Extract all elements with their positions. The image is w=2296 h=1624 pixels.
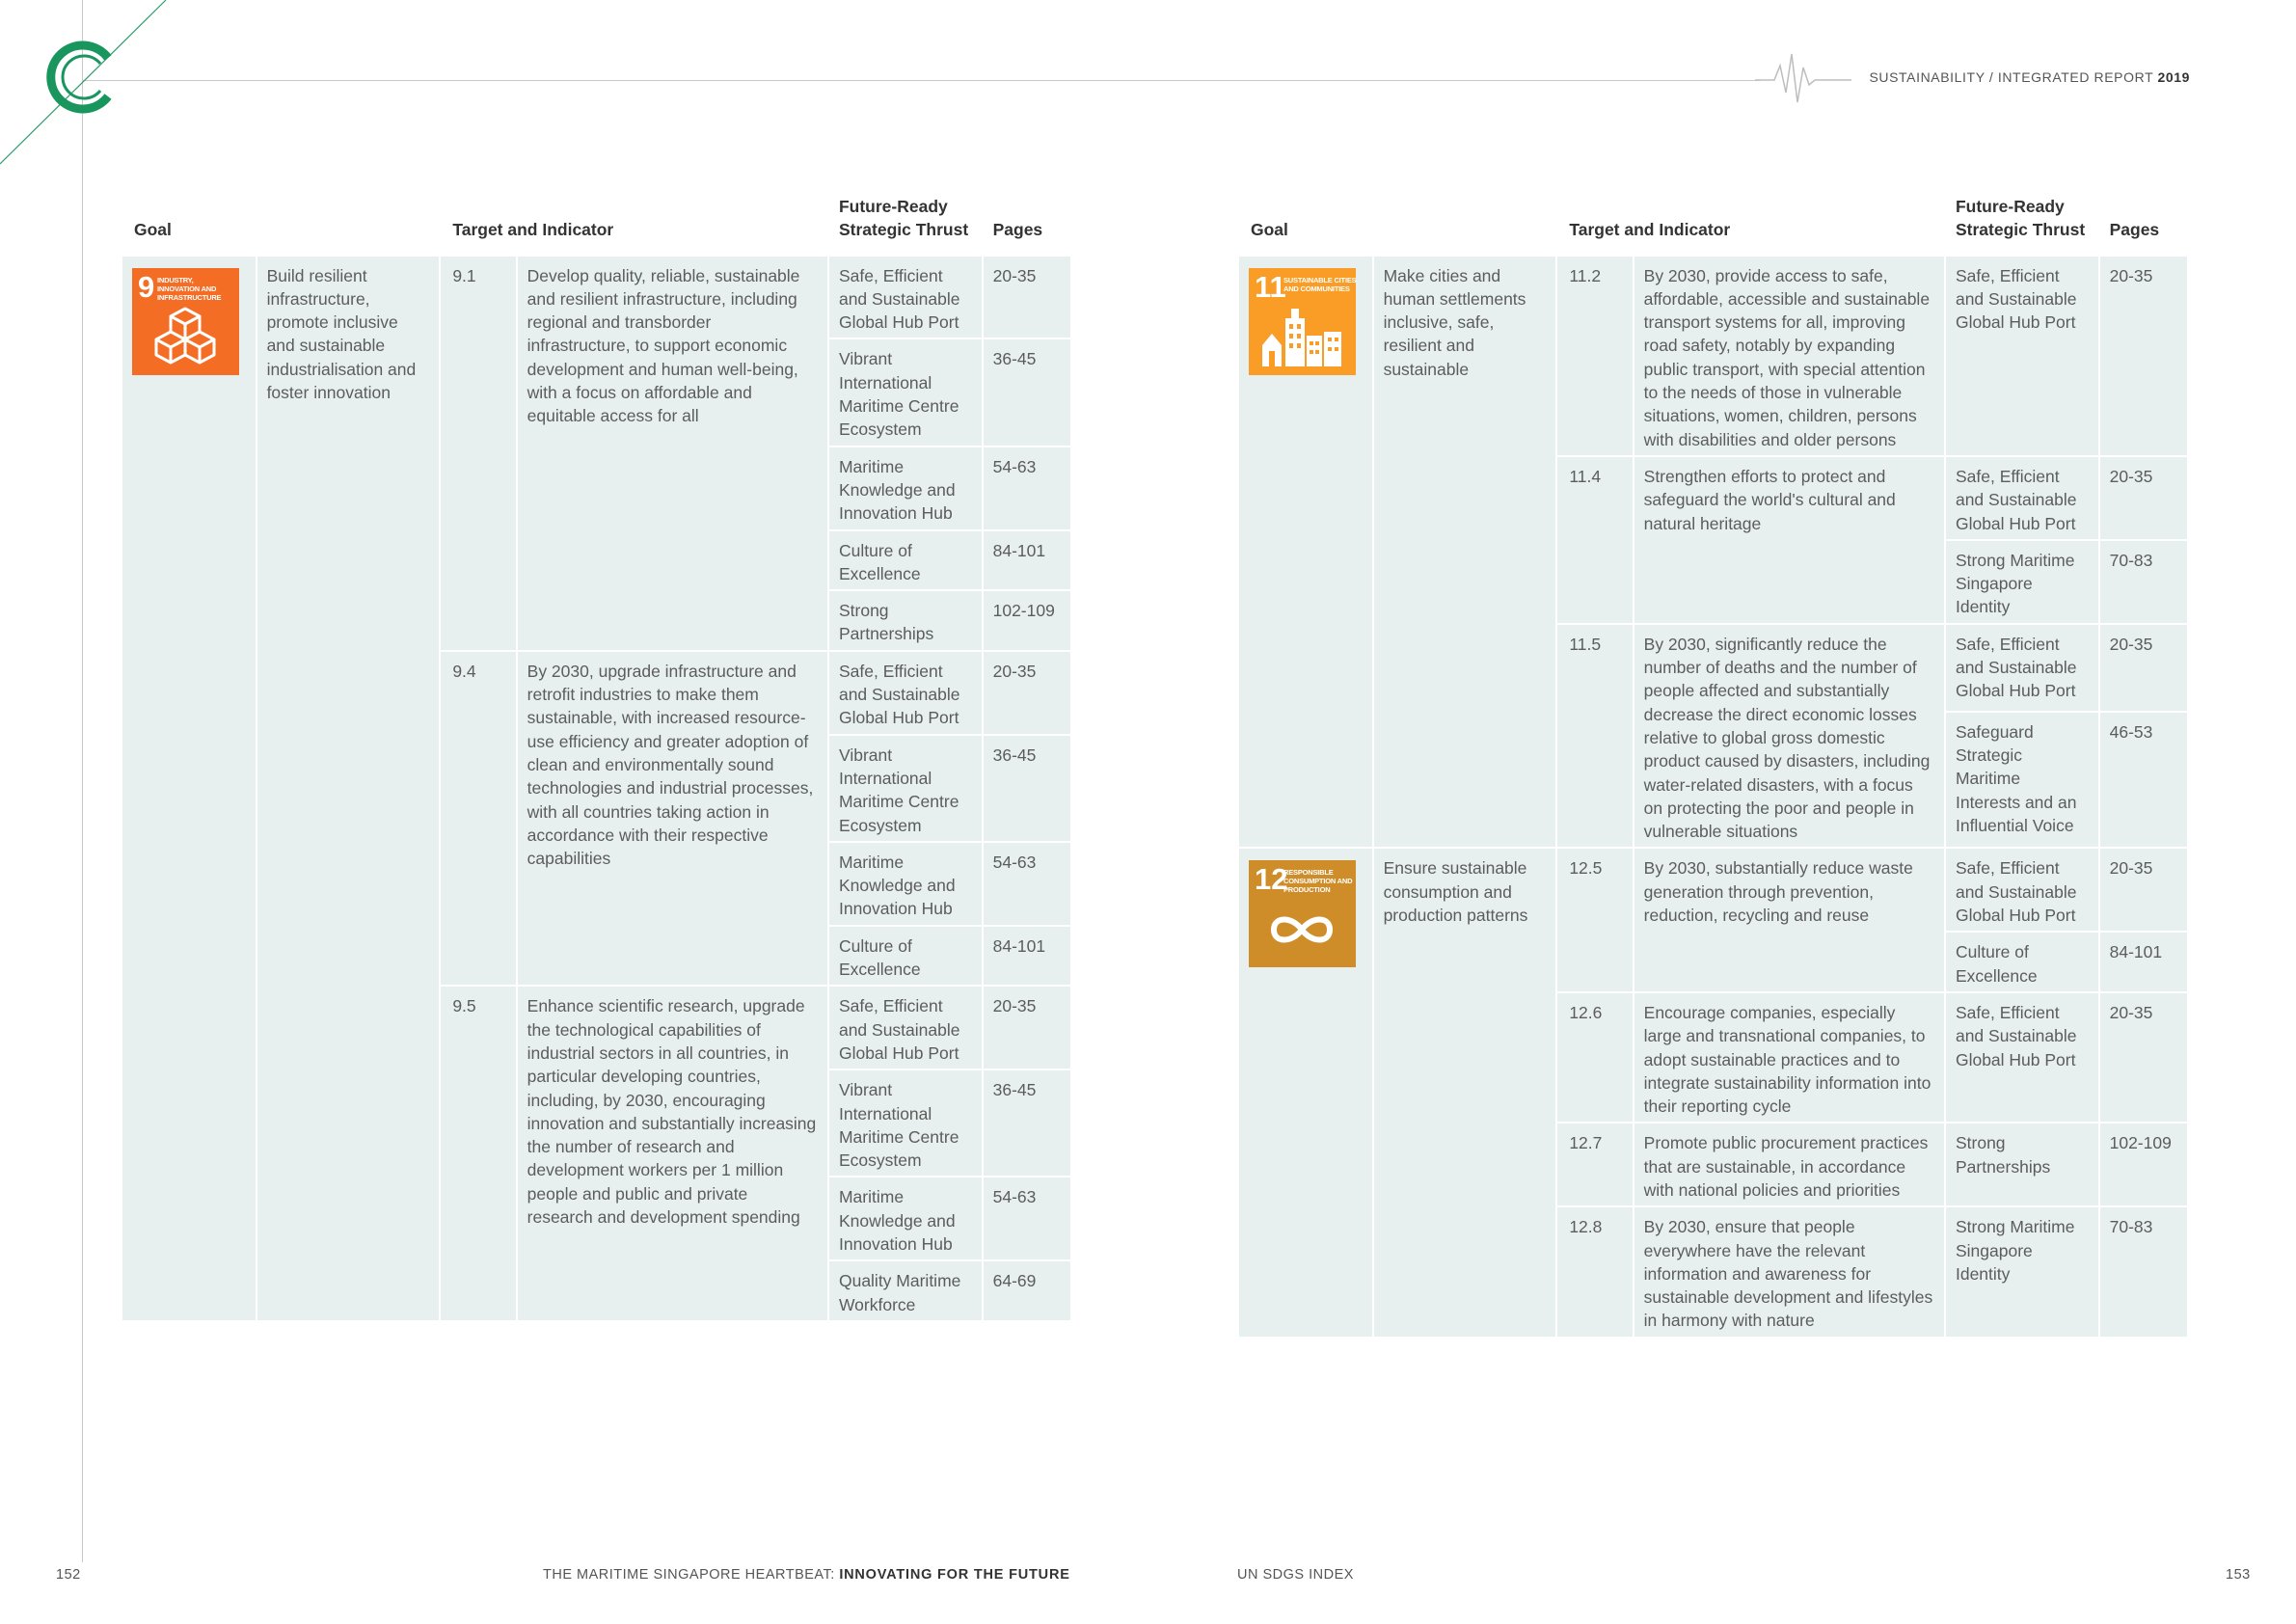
sdg-goal-number: 12 — [1255, 862, 1288, 897]
strategic-thrust: Vibrant International Maritime Centre Ecosystem — [829, 736, 982, 841]
page-range: 20-35 — [2100, 257, 2187, 455]
target-id: 9.4 — [441, 652, 515, 986]
strategic-thrust: Maritime Knowledge and Innovation Hub — [829, 1177, 982, 1259]
strategic-thrust: Strong Partnerships — [1946, 1123, 2098, 1205]
page-range: 20-35 — [2100, 457, 2187, 539]
thrust-header: Future-Ready Strategic Thrust — [838, 197, 969, 240]
right-page-number: 153 — [2226, 1567, 2251, 1583]
sdg-index-table-left — [121, 193, 1072, 1322]
page-range: 20-35 — [2100, 625, 2187, 711]
heartbeat-icon — [1755, 46, 1851, 110]
goal-description: Build resilient infrastructure, promote inclusive and sustainable industrialisation and foster innovation — [257, 257, 440, 1320]
target-description: By 2030, significantly reduce the number of deaths and the number of people affected and substantially decrease the direct economic losses relative to global gross domestic product caused by disasters, including water-related disasters, with a focus on protecting the poor and people in vulnerable situations — [1634, 625, 1944, 848]
page-range: 64-69 — [984, 1261, 1070, 1320]
page-range: 36-45 — [984, 736, 1070, 841]
sdg-goal-label: INDUSTRY, INNOVATION AND INFRASTRUCTURE — [157, 275, 222, 302]
target-id: 9.5 — [441, 987, 515, 1320]
right-page-table-container — [1237, 193, 2189, 1339]
target-id: 11.4 — [1557, 457, 1632, 623]
left-page-table-container — [121, 193, 1072, 1322]
target-description: By 2030, upgrade infrastructure and retrofit industries to make them sustainable, with increased resource-use efficiency and greater adoption of clean and environmentally sound technologies and industrial processes, with all countries taking action in accordance with their respective capabilities — [518, 652, 827, 986]
strategic-thrust: Safe, Efficient and Sustainable Global Hub Port — [829, 652, 982, 734]
strategic-thrust: Safe, Efficient and Sustainable Global Hub Port — [1946, 257, 2098, 455]
strategic-thrust: Safe, Efficient and Sustainable Global Hub Port — [1946, 457, 2098, 539]
pages-header: Pages — [2109, 220, 2160, 240]
page-range: 46-53 — [2100, 713, 2187, 848]
page-range: 84-101 — [2100, 933, 2187, 991]
target-description: Promote public procurement practices that are sustainable, in accordance with national policies and priorities — [1634, 1123, 1944, 1205]
page-range: 20-35 — [984, 257, 1070, 338]
pages-header: Pages — [992, 220, 1043, 240]
target-description: By 2030, ensure that people everywhere have the relevant information and awareness for sustainable development and lifestyles in harmony with nature — [1634, 1207, 1944, 1336]
page-range: 54-63 — [984, 843, 1070, 925]
report-header: SUSTAINABILITY / INTEGRATED REPORT 2019 — [1869, 69, 2190, 85]
sdg-goal-icon — [1249, 268, 1356, 375]
sdg-goal-number: 11 — [1255, 269, 1286, 304]
page-range: 36-45 — [984, 339, 1070, 445]
goal-description: Ensure sustainable consumption and production patterns — [1374, 849, 1556, 1336]
table-row — [1239, 257, 2187, 455]
target-id: 12.8 — [1557, 1207, 1632, 1336]
sdg-goal-icon — [132, 268, 239, 375]
strategic-thrust: Safe, Efficient and Sustainable Global Hub Port — [1946, 993, 2098, 1122]
left-page-number: 152 — [56, 1567, 81, 1583]
goal-icon-cell — [1239, 257, 1372, 848]
strategic-thrust: Strong Maritime Singapore Identity — [1946, 541, 2098, 623]
strategic-thrust: Strong Partnerships — [829, 591, 982, 650]
table-row — [1239, 849, 2187, 931]
page-range: 84-101 — [984, 927, 1070, 986]
corner-logo-icon — [0, 0, 174, 174]
header-rule — [82, 80, 1760, 81]
thrust-header: Future-Ready Strategic Thrust — [1955, 197, 2086, 240]
target-description: Strengthen efforts to protect and safeguard the world's cultural and natural heritage — [1634, 457, 1944, 623]
sdg-goal-number: 9 — [138, 269, 155, 304]
sdg-index-table-right — [1237, 193, 2189, 1339]
target-id: 12.5 — [1557, 849, 1632, 990]
goal-header: Goal — [134, 220, 172, 240]
page-range: 36-45 — [984, 1070, 1070, 1176]
target-id: 9.1 — [441, 257, 515, 650]
strategic-thrust: Maritime Knowledge and Innovation Hub — [829, 447, 982, 529]
goal-icon-cell — [122, 257, 256, 1320]
target-description: By 2030, provide access to safe, affordable, accessible and sustainable transport systems for all, improving road safety, notably by expanding public transport, with special attention to the needs of those in vulnerable situations, women, children, persons with disabilities and older persons — [1634, 257, 1944, 455]
strategic-thrust: Culture of Excellence — [1946, 933, 2098, 991]
strategic-thrust: Quality Maritime Workforce — [829, 1261, 982, 1320]
strategic-thrust: Safe, Efficient and Sustainable Global Hub Port — [829, 987, 982, 1069]
sdg-goal-label: RESPONSIBLE CONSUMPTION AND PRODUCTION — [1283, 868, 1353, 895]
sdg-goal-label: SUSTAINABLE CITIES AND COMMUNITIES — [1283, 275, 1357, 293]
strategic-thrust: Strong Maritime Singapore Identity — [1946, 1207, 2098, 1336]
goal-description: Make cities and human settlements inclusive, safe, resilient and sustainable — [1374, 257, 1556, 848]
target-id: 11.2 — [1557, 257, 1632, 455]
target-id: 11.5 — [1557, 625, 1632, 848]
page-range: 70-83 — [2100, 1207, 2187, 1336]
left-margin-line — [82, 0, 83, 1562]
page-range: 102-109 — [984, 591, 1070, 650]
target-description: Enhance scientific research, upgrade the technological capabilities of industrial sectors in all countries, in particular developing countries, including, by 2030, encouraging innovation and substantially increasing the number of research and development workers per 1 million people and public and private research and development spending — [518, 987, 827, 1320]
target-id: 12.6 — [1557, 993, 1632, 1122]
strategic-thrust: Safe, Efficient and Sustainable Global Hub Port — [829, 257, 982, 338]
page-range: 84-101 — [984, 531, 1070, 590]
page-range: 20-35 — [984, 987, 1070, 1069]
target-id: 12.7 — [1557, 1123, 1632, 1205]
target-description: Develop quality, reliable, sustainable and resilient infrastructure, including regional and transborder infrastructure, to support economic development and human well-being, with a focus on affordable and equitable access for all — [518, 257, 827, 650]
right-footer-title: UN SDGS INDEX — [1237, 1567, 1354, 1583]
strategic-thrust: Maritime Knowledge and Innovation Hub — [829, 843, 982, 925]
target-description: Encourage companies, especially large and transnational companies, to adopt sustainable practices and to integrate sustainability information into their reporting cycle — [1634, 993, 1944, 1122]
strategic-thrust: Vibrant International Maritime Centre Ecosystem — [829, 1070, 982, 1176]
strategic-thrust: Safeguard Strategic Maritime Interests and an Influential Voice — [1946, 713, 2098, 848]
page-range: 102-109 — [2100, 1123, 2187, 1205]
page-range: 20-35 — [984, 652, 1070, 734]
table-row — [122, 257, 1070, 338]
target-description: By 2030, substantially reduce waste generation through prevention, reduction, recycling and reuse — [1634, 849, 1944, 990]
strategic-thrust: Vibrant International Maritime Centre Ecosystem — [829, 339, 982, 445]
strategic-thrust: Safe, Efficient and Sustainable Global Hub Port — [1946, 849, 2098, 931]
left-footer-title: THE MARITIME SINGAPORE HEARTBEAT: INNOVATING FOR THE FUTURE — [543, 1567, 1070, 1583]
page-range: 54-63 — [984, 447, 1070, 529]
goal-header: Goal — [1251, 220, 1288, 240]
target-header: Target and Indicator — [1569, 220, 1731, 240]
strategic-thrust: Culture of Excellence — [829, 927, 982, 986]
page-range: 20-35 — [2100, 849, 2187, 931]
target-header: Target and Indicator — [452, 220, 614, 240]
sdg-goal-icon — [1249, 860, 1356, 967]
strategic-thrust: Culture of Excellence — [829, 531, 982, 590]
page-range: 70-83 — [2100, 541, 2187, 623]
page-range: 20-35 — [2100, 993, 2187, 1122]
goal-icon-cell — [1239, 849, 1372, 1336]
page-range: 54-63 — [984, 1177, 1070, 1259]
strategic-thrust: Safe, Efficient and Sustainable Global Hub Port — [1946, 625, 2098, 711]
